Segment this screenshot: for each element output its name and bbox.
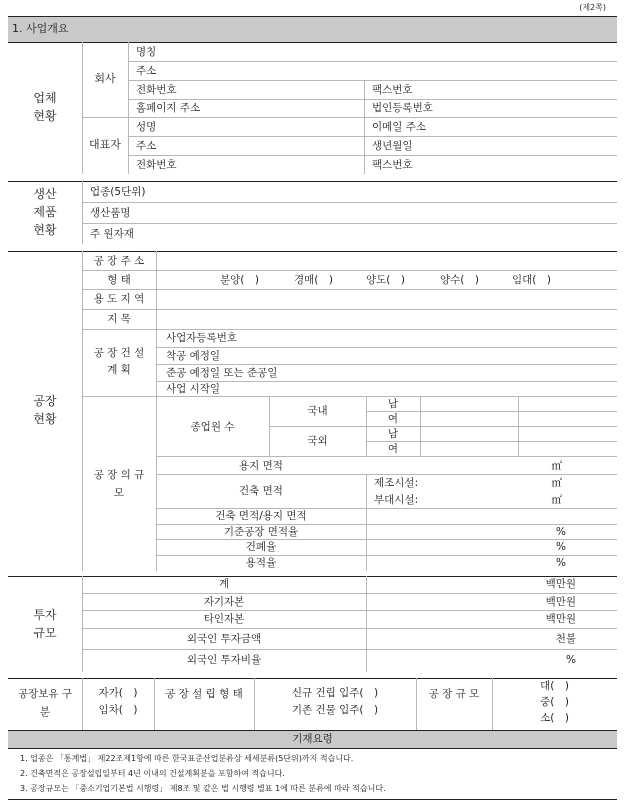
coverage-ratio-unit: % xyxy=(556,541,566,553)
manufacturing-facility-label: 제조시설: xyxy=(374,477,419,489)
company-name-label: 명칭 xyxy=(136,46,157,58)
factory-scale-label: 공 장 의 규 모 xyxy=(93,469,145,499)
land-area-unit: ㎡ xyxy=(551,460,562,472)
standard-ratio-unit: % xyxy=(556,526,566,538)
section-title-bar xyxy=(8,16,617,42)
section-title: 1. 사업개요 xyxy=(12,22,69,35)
investment-debt-label: 타인자본 xyxy=(203,613,245,625)
company-status-label: 업체 현황 xyxy=(33,91,57,123)
investment-equity-unit: 백만원 xyxy=(545,596,576,608)
company-fax-label: 팩스번호 xyxy=(372,84,413,96)
setup-new-building: 신규 건립 입주( ) xyxy=(291,687,379,699)
plan-start-date-label: 착공 예정일 xyxy=(166,350,221,362)
production-industry-label: 업종(5단위) xyxy=(90,186,146,198)
investment-total-unit: 백만원 xyxy=(545,578,576,590)
setup-existing-building: 기존 건물 입주( ) xyxy=(291,704,379,716)
rep-fax-label: 팩스번호 xyxy=(372,159,413,171)
size-small: 소( ) xyxy=(540,712,569,724)
company-phone-label: 전화번호 xyxy=(136,84,177,96)
floor-area-ratio-unit: % xyxy=(556,557,566,569)
plan-business-reg-label: 사업자등록번호 xyxy=(166,332,238,344)
size-large: 대( ) xyxy=(540,680,569,692)
investment-total-label: 계 xyxy=(218,578,230,590)
rep-email-label: 이메일 주소 xyxy=(372,121,427,133)
domestic-female-label: 여 xyxy=(387,413,399,425)
foreign-investment-ratio-unit: % xyxy=(566,654,576,666)
factory-type-label: 형 태 xyxy=(107,274,131,286)
company-corp-reg-label: 법인등록번호 xyxy=(372,102,433,114)
foreign-investment-amount-label: 외국인 투자금액 xyxy=(186,633,262,645)
type-option-sale: 분양( ) xyxy=(220,274,259,286)
note-item-3: 3. 공장규모는 「중소기업기본법 시행령」 제8조 및 같은 법 시행령 별표 1에 따른 분류에 따라 적습니다. xyxy=(20,784,386,793)
building-area-label: 건축 면적 xyxy=(239,485,283,497)
factory-size-label: 공 장 규 모 xyxy=(428,688,480,700)
representative-label: 대표자 xyxy=(89,138,121,151)
note-item-1: 1. 업종은 「통계법」 제22조제1항에 따른 한국표준산업분류상 세세분류(5단위)까지 적습니다. xyxy=(20,754,354,763)
production-material-label: 주 원자재 xyxy=(90,228,134,240)
foreign-label: 국외 xyxy=(307,435,328,447)
plan-completion-date-label: 준공 예정일 또는 준공일 xyxy=(166,367,278,379)
foreign-female-label: 여 xyxy=(387,443,399,455)
type-option-transfer: 양도( ) xyxy=(366,274,405,286)
construction-plan-label: 공 장 건 설 계 획 xyxy=(93,347,145,376)
domestic-label: 국내 xyxy=(307,405,328,417)
foreign-male-label: 남 xyxy=(387,428,399,440)
production-product-label: 생산품명 xyxy=(90,207,131,219)
investment-equity-label: 자기자본 xyxy=(203,596,245,608)
foreign-investment-amount-unit: 천불 xyxy=(555,633,576,645)
production-label: 생산 제품 현황 xyxy=(33,187,57,237)
factory-status-label: 공장 현황 xyxy=(33,394,57,426)
ownership-label: 공장보유 구분 xyxy=(17,688,73,718)
company-homepage-label: 홈페이지 주소 xyxy=(136,102,201,114)
land-category-label: 지 목 xyxy=(107,313,131,325)
setup-type-label: 공 장 설 립 형 태 xyxy=(165,688,243,700)
employees-label: 종업원 수 xyxy=(190,421,235,433)
rep-address-label: 주소 xyxy=(136,140,157,152)
investment-debt-unit: 백만원 xyxy=(545,613,576,625)
auxiliary-facility-label: 부대시설: xyxy=(374,494,419,506)
size-medium: 중( ) xyxy=(540,696,569,708)
floor-area-ratio-label: 용적율 xyxy=(245,557,277,569)
rep-phone-label: 전화번호 xyxy=(136,159,177,171)
standard-ratio-label: 기준공장 면적율 xyxy=(223,526,299,538)
domestic-male-label: 남 xyxy=(387,398,399,410)
area-ratio-label: 건축 면적/용지 면적 xyxy=(215,510,307,522)
factory-address-label: 공 장 주 소 xyxy=(93,255,145,267)
coverage-ratio-label: 건폐율 xyxy=(245,541,277,553)
ownership-rent: 임차( ) xyxy=(98,704,138,716)
plan-business-start-label: 사업 시작일 xyxy=(166,383,221,395)
note-item-2: 2. 건축면적은 공장설립일부터 4년 이내의 건설계획분을 포함하여 적습니다. xyxy=(20,769,285,778)
zoning-label: 용 도 지 역 xyxy=(93,293,145,305)
manufacturing-area-unit: ㎡ xyxy=(551,477,562,489)
land-area-label: 용지 면적 xyxy=(239,460,283,472)
auxiliary-area-unit: ㎡ xyxy=(551,494,562,506)
page-number: (제2쪽) xyxy=(579,3,606,12)
rep-birth-label: 생년월일 xyxy=(372,140,413,152)
company-label: 회사 xyxy=(94,72,116,85)
type-option-lease: 임대( ) xyxy=(512,274,551,286)
foreign-investment-ratio-label: 외국인 투자비율 xyxy=(186,654,262,666)
ownership-own: 자가( ) xyxy=(98,687,138,699)
company-address-label: 주소 xyxy=(136,65,157,77)
rep-name-label: 성명 xyxy=(136,121,157,133)
notes-title: 기재요령 xyxy=(292,733,333,745)
investment-label: 투자 규모 xyxy=(33,608,57,640)
type-option-auction: 경매( ) xyxy=(294,274,333,286)
type-option-acquire: 양수( ) xyxy=(440,274,479,286)
